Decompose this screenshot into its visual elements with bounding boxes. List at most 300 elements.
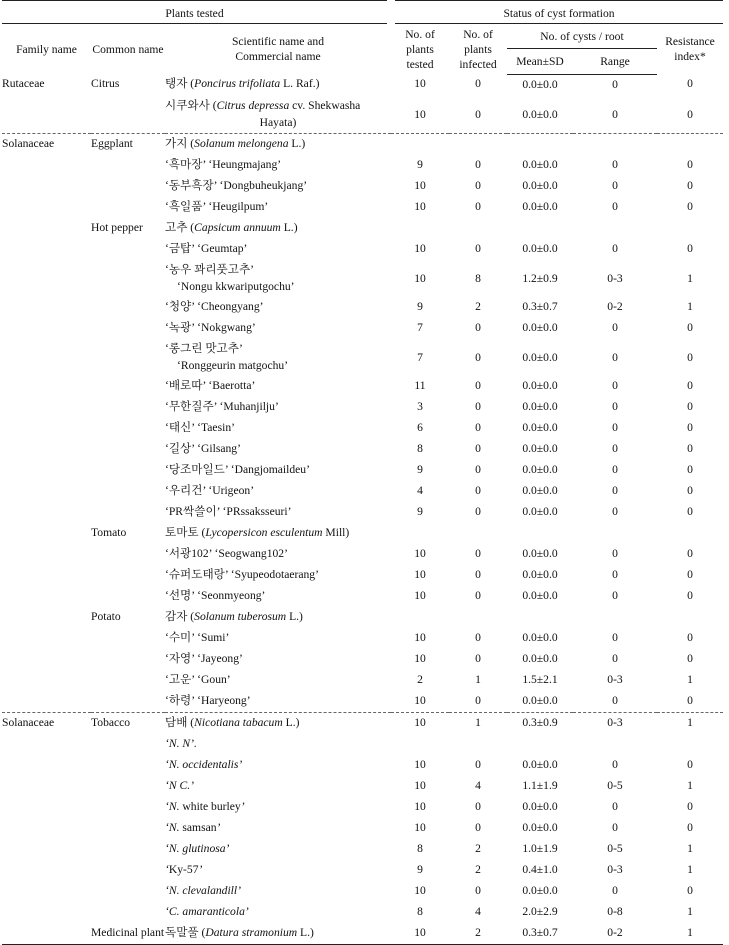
mean-sd-cell: 1.5±2.1 [522,672,558,686]
tested-cell: 11 [414,378,426,392]
family-cell [2,628,91,649]
common-name-cell [91,439,165,460]
scientific-name-cell [165,74,391,96]
common-name-cell [91,96,165,134]
tested-cell: 8 [417,441,423,455]
table-row [2,523,723,544]
mean-sd-cell: 0.0±0.0 [522,757,558,771]
mean-sd-cell: 0.0±0.0 [522,820,558,834]
mean-sd-cell: 0.3±0.7 [507,923,573,945]
scientific-name-cell [165,755,391,776]
table-row [2,339,723,376]
tested-cell: 10 [414,778,426,792]
infected-cell: 0 [475,693,481,707]
range-cell: 0 [612,883,618,897]
table-row [2,691,723,713]
italic-name: ‘C. amaranticola’ [165,904,249,918]
resistance-index-cell: 0 [687,108,693,121]
tested-cell: 2 [417,672,423,686]
scientific-name-cell [165,297,391,318]
family-cell [2,670,91,691]
family-cell [2,318,91,339]
table-body [2,74,723,944]
common-name-cell [91,339,165,376]
mean-sd-cell: 0.0±0.0 [522,483,558,497]
name-text: ‘수미’ ‘Sumi’ [165,630,230,644]
tested-cell: 10 [414,883,426,897]
family-cell [2,734,91,755]
resistance-index-cell: 1 [687,841,693,855]
tested-cell: 10 [391,712,449,734]
range-cell: 0 [612,757,618,771]
family-cell [2,239,91,260]
scientific-name-cell [165,523,391,544]
name-text: 감자 ( [165,609,195,623]
header-range: Range [573,49,657,74]
range-cell: 0 [612,504,618,518]
family-cell [2,523,91,544]
tested-cell: 7 [417,320,423,334]
name-text: samsan [179,820,217,834]
mean-sd-cell: 0.0±0.0 [522,420,558,434]
common-name-cell [91,297,165,318]
range-cell: 0 [612,588,618,602]
resistance-index-cell: 0 [687,567,693,581]
infected-cell: 1 [475,672,481,686]
infected-cell: 0 [475,883,481,897]
italic-name: Solanum melongena [194,136,289,150]
common-name-cell [91,776,165,797]
tested-cell: 7 [417,351,423,364]
resistance-index-cell: 0 [687,693,693,707]
mean-sd-cell: 0.0±0.0 [522,799,558,813]
range-cell: 0-5 [607,778,623,792]
name-text: cv. Shekwasha [289,98,361,112]
resistance-index-cell: 0 [687,441,693,455]
infected-cell: 0 [475,630,481,644]
tested-cell: 10 [414,693,426,707]
scientific-name-cell [165,96,391,134]
family-cell [2,339,91,376]
resistance-index-cell [657,523,723,544]
common-name-cell [91,197,165,218]
resistance-index-cell: 1 [687,778,693,792]
range-cell: 0-3 [607,862,623,876]
resistance-index-cell: 1 [657,712,723,734]
table-row [2,544,723,565]
infected-cell: 2 [475,299,481,313]
common-name-cell [91,839,165,860]
resistance-index-cell: 0 [687,157,693,171]
range-cell [573,734,657,755]
range-cell: 0-5 [607,841,623,855]
infected-cell: 0 [475,378,481,392]
tested-cell: 10 [414,199,426,213]
mean-sd-cell: 0.4±1.0 [522,862,558,876]
name-text: L.) [280,220,298,234]
italic-name: Datura stramonium [205,925,298,939]
range-cell: 0 [612,483,618,497]
scientific-name-cell [165,481,391,502]
common-name-cell [91,481,165,502]
range-cell: 0-2 [573,923,657,945]
name-text: L.) [297,925,314,939]
table-row [2,155,723,176]
scientific-name-cell [165,239,391,260]
table-row [2,502,723,523]
name-text: Ky-57 [168,862,199,876]
table-row [2,481,723,502]
name-text: 탱자 ( [165,77,195,90]
infected-cell [449,218,507,239]
italic-name: Poncirus trifoliata [194,77,281,90]
tested-cell: 10 [414,799,426,813]
resistance-index-cell [657,133,723,155]
name-text: ‘우리건’ ‘Urigeon’ [165,483,255,497]
scientific-name-cell [165,133,391,155]
table-row [2,197,723,218]
family-cell [2,460,91,481]
tested-cell [391,523,449,544]
infected-cell: 2 [449,923,507,945]
common-name-cell [91,628,165,649]
family-cell [2,176,91,197]
name-text: ‘PR싹쓸이’ ‘PRssaksseuri’ [165,504,292,518]
tested-cell: 9 [417,504,423,518]
family-cell [2,481,91,502]
scientific-name-cell [165,339,391,376]
scientific-name-cell [165,902,391,923]
infected-cell: 0 [475,241,481,255]
infected-cell [449,734,507,755]
mean-sd-cell: 0.3±0.7 [522,299,558,313]
common-name-cell [91,418,165,439]
scientific-name-cell [165,628,391,649]
family-cell: Solanaceae [2,712,91,734]
mean-sd-cell: 0.0±0.0 [522,108,558,121]
resistance-index-cell: 1 [687,299,693,313]
tested-cell: 10 [414,630,426,644]
scientific-name-cell [165,649,391,670]
scientific-name-cell [165,691,391,713]
family-cell [2,818,91,839]
resistance-index-cell: 0 [687,320,693,334]
mean-sd-cell: 0.0±0.0 [522,588,558,602]
common-name-cell [91,755,165,776]
scientific-name-cell [165,418,391,439]
common-name-cell: Medicinal plant [91,923,165,945]
infected-cell: 2 [475,841,481,855]
range-cell: 0 [612,651,618,665]
italic-name: ‘ [165,862,169,876]
name-second-line: ‘Ronggeurin matgochu’ [177,358,289,372]
name-text: ‘길상’ ‘Gilsang’ [165,441,241,455]
resistance-index-cell [657,734,723,755]
mean-sd-cell [507,734,573,755]
name-text: ‘슈퍼도태랑’ ‘Syupeodotaerang’ [165,567,319,581]
range-cell: 0 [612,799,618,813]
common-name-cell [91,649,165,670]
common-name-cell [91,376,165,397]
tested-cell [391,734,449,755]
range-cell: 0 [612,241,618,255]
name-text: 가지 ( [165,136,195,150]
family-cell [2,881,91,902]
tested-cell: 10 [414,241,426,255]
tested-cell: 10 [414,178,426,192]
resistance-index-cell: 1 [687,904,693,918]
scientific-name-cell [165,544,391,565]
infected-cell [449,523,507,544]
family-cell [2,96,91,134]
range-cell: 0 [612,820,618,834]
mean-sd-cell: 0.3±0.9 [507,712,573,734]
tested-cell: 3 [417,399,423,413]
mean-sd-cell: 0.0±0.0 [522,320,558,334]
common-name-cell [91,318,165,339]
common-name-cell: Hot pepper [91,220,143,234]
mean-sd-cell: 0.0±0.0 [522,178,558,192]
header-infected: No. of plants infected [459,27,497,71]
common-name-cell [91,176,165,197]
cyst-formation-table [2,0,723,945]
italic-name: Solanum tuberosum [194,609,287,623]
range-cell: 0 [612,351,618,364]
infected-cell: 4 [475,778,481,792]
table-row [2,818,723,839]
resistance-index-cell: 1 [687,272,693,285]
table-row [2,776,723,797]
resistance-index-cell: 0 [687,178,693,192]
infected-cell: 0 [475,157,481,171]
family-cell [2,923,91,945]
name-second-line: Hayata) [259,115,297,129]
range-cell: 0-2 [607,299,623,313]
mean-sd-cell: 0.0±0.0 [522,651,558,665]
family-cell [2,649,91,670]
infected-cell: 0 [475,320,481,334]
name-text: 시쿠와사 ( [165,98,217,112]
tested-cell: 10 [414,567,426,581]
scientific-name-cell [165,218,391,239]
range-cell [573,133,657,155]
mean-sd-cell: 0.0±0.0 [522,378,558,392]
scientific-name-cell [165,586,391,607]
resistance-index-cell: 0 [687,378,693,392]
tested-cell: 9 [417,462,423,476]
range-cell: 0 [612,77,618,91]
family-cell [2,218,91,239]
family-cell: Rutaceae [2,77,45,90]
name-text: 토마토 ( [165,525,206,539]
mean-sd-cell: 0.0±0.0 [522,462,558,476]
table-row [2,712,723,734]
infected-cell: 0 [475,108,481,121]
mean-sd-cell: 0.0±0.0 [522,567,558,581]
tested-cell [391,607,449,628]
family-cell [2,565,91,586]
family-cell [2,260,91,297]
table-row [2,797,723,818]
family-cell [2,155,91,176]
resistance-index-cell: 0 [687,546,693,560]
resistance-index-cell: 0 [687,820,693,834]
table-row [2,239,723,260]
resistance-index-cell: 0 [687,588,693,602]
name-text: ‘롱그린 맛고추’ [165,341,243,355]
family-cell: Solanaceae [2,133,91,155]
mean-sd-cell: 0.0±0.0 [522,546,558,560]
range-cell [573,523,657,544]
resistance-index-cell: 0 [687,462,693,476]
range-cell [573,607,657,628]
family-cell [2,607,91,628]
infected-cell: 0 [475,420,481,434]
resistance-index-cell: 0 [687,399,693,413]
common-name-cell [91,544,165,565]
italic-name: ‘N. clevalandill’ [165,883,241,897]
range-cell: 0-3 [573,712,657,734]
mean-sd-cell: 0.0±0.0 [522,630,558,644]
common-name-cell [91,397,165,418]
mean-sd-cell [507,218,573,239]
common-name-cell [91,502,165,523]
range-cell: 0-3 [607,672,623,686]
resistance-index-cell [657,607,723,628]
resistance-index-cell: 0 [687,77,693,90]
name-text: ‘당조마일드’ ‘Dangjomaildeu’ [165,462,310,476]
resistance-index-cell: 0 [687,651,693,665]
header-mean: Mean±SD [507,49,573,74]
name-text: Mill) [322,525,350,539]
italic-name: ‘N. occidentalis’ [165,757,243,771]
tested-cell: 4 [417,483,423,497]
table-row [2,734,723,755]
name-text: ‘녹광’ ‘Nokgwang’ [165,320,256,334]
common-name-cell: Tobacco [91,712,165,734]
infected-cell: 0 [475,441,481,455]
family-cell [2,376,91,397]
name-text: 독말풀 ( [165,925,206,939]
common-name-cell [91,734,165,755]
italic-name: ‘N. [165,820,180,834]
resistance-index-cell: 0 [687,241,693,255]
infected-cell: 8 [475,272,481,285]
range-cell: 0 [612,157,618,171]
infected-cell: 1 [449,712,507,734]
resistance-index-cell: 0 [687,351,693,364]
mean-sd-cell: 1.2±0.9 [522,272,558,285]
italic-name: ‘N. [165,799,180,813]
table-row [2,755,723,776]
header-scientific: Scientific name and Commercial name [231,35,325,63]
infected-cell: 0 [475,546,481,560]
common-name-cell [91,670,165,691]
common-name-cell [91,881,165,902]
tested-cell [391,218,449,239]
mean-sd-cell: 0.0±0.0 [522,441,558,455]
family-cell [2,860,91,881]
name-text: 담배 ( [165,715,195,729]
common-name-cell: Tomato [91,525,127,539]
mean-sd-cell: 0.0±0.0 [522,883,558,897]
table-row [2,260,723,297]
header-plants-tested: Plants tested [2,1,391,24]
range-cell: 0 [612,108,618,121]
italic-name: ‘N. glutinosa’ [165,841,230,855]
resistance-index-cell: 1 [687,672,693,686]
scientific-name-cell [165,607,391,628]
family-cell [2,544,91,565]
mean-sd-cell: 0.0±0.0 [522,693,558,707]
infected-cell: 4 [475,904,481,918]
header-cysts-per-root: No. of cysts / root [507,24,657,49]
table-row [2,565,723,586]
italic-name: ’ [216,820,221,834]
name-text: ‘고운’ ‘Goun’ [165,672,231,686]
infected-cell: 0 [475,504,481,518]
header-common: Common name [92,42,164,56]
resistance-index-cell [657,218,723,239]
range-cell: 0 [612,462,618,476]
scientific-name-cell [165,734,391,755]
tested-cell [391,133,449,155]
range-cell: 0 [612,378,618,392]
tested-cell: 6 [417,420,423,434]
tested-cell: 10 [414,108,426,121]
italic-name: ‘N C.’ [165,778,194,792]
name-text: ‘흑마장’ ‘Heungmajang’ [165,157,282,171]
infected-cell: 0 [475,462,481,476]
name-text: ‘금탑’ ‘Geumtap’ [165,241,248,255]
mean-sd-cell: 0.0±0.0 [522,199,558,213]
scientific-name-cell [165,881,391,902]
table-row [2,318,723,339]
name-text: L.) [286,609,303,623]
scientific-name-cell [165,797,391,818]
family-cell [2,691,91,713]
family-cell [2,439,91,460]
name-text: ‘서광102’ ‘Seogwang102’ [165,546,288,560]
table-row [2,96,723,134]
mean-sd-cell: 0.0±0.0 [522,351,558,364]
infected-cell: 0 [475,651,481,665]
name-text: ‘무한질주’ ‘Muhanjilju’ [165,399,279,413]
infected-cell: 0 [475,799,481,813]
mean-sd-cell: 2.0±2.9 [522,904,558,918]
table-row [2,839,723,860]
name-text: ‘태신’ ‘Taesin’ [165,420,235,434]
common-name-cell: Citrus [91,77,120,90]
header-status: Status of cyst formation [391,1,723,24]
name-text: L.) [288,136,306,150]
tested-cell: 8 [417,841,423,855]
tested-cell: 10 [414,820,426,834]
italic-name: ’ [240,799,245,813]
infected-cell: 0 [475,351,481,364]
family-cell [2,902,91,923]
name-second-line: ‘Nongu kkwariputgochu’ [177,279,295,293]
table-row [2,902,723,923]
family-cell [2,839,91,860]
table-row [2,460,723,481]
mean-sd-cell [507,607,573,628]
common-name-cell [91,797,165,818]
tested-cell: 9 [417,862,423,876]
name-text: white burley [179,799,241,813]
tested-cell: 9 [417,299,423,313]
table-row [2,218,723,239]
